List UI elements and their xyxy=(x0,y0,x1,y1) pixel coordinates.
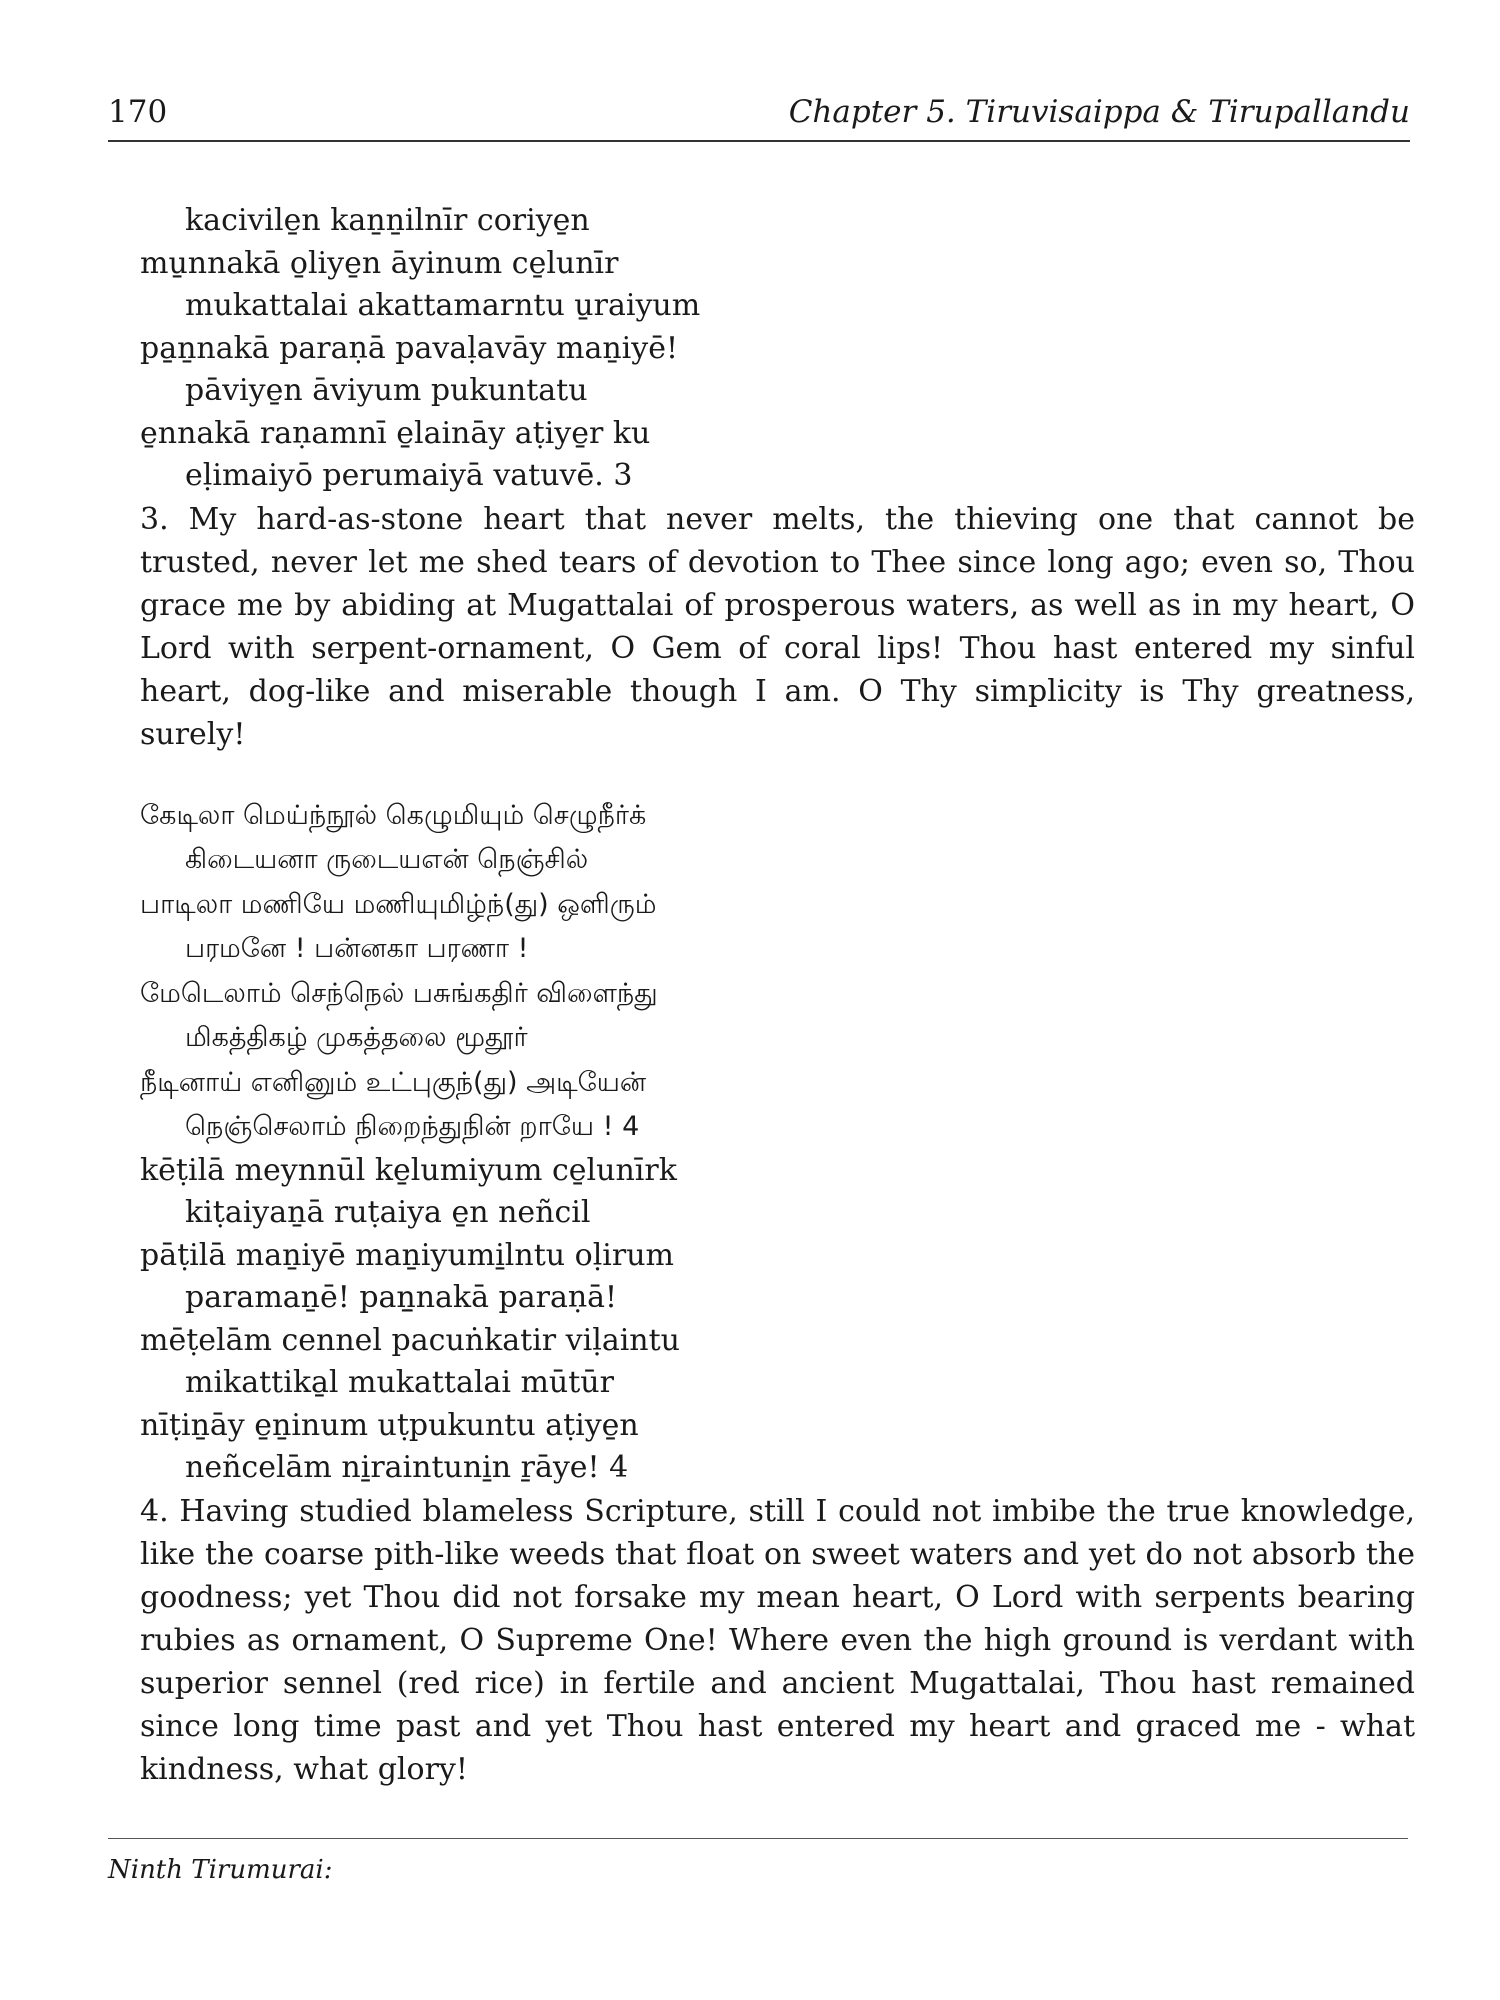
translation-3: 3. My hard-as-stone heart that never melts, the thieving one that cannot be trusted, never let me shed tears of devotion to Thee since long ago; even so, Thou grace me by abiding at Mugattalai of prosperous waters, as well as in my heart, O Lord with serpent-ornament, O Gem of coral lips! Thou hast entered my sinful heart, dog-like and miserable though I am. O Thy simplicity is Thy greatness, surely! xyxy=(140,501,1415,752)
translation-4: 4. Having studied blameless Scripture, still I could not imbibe the true knowledge, like the coarse pith-like weeds that float on sweet waters and yet do not absorb the goodness; yet Thou did not forsake my mean heart, O Lord with serpents bearing rubies as ornament, O Supreme One! Where even the high ground is verdant with superior sennel (red rice) in fertile and ancient Mugattalai, Thou hast remained since long time past and yet Thou hast entered my heart and graced me - what kindness, what glory! xyxy=(140,1493,1415,1787)
verse-line: kacivile̱n kaṉṉilnīr coriye̱n xyxy=(185,203,590,238)
verse-line: kiṭaiyaṉā ruṭaiya e̱n neñcil xyxy=(185,1195,591,1230)
tamil-verse-line: மேடெலாம் செந்நெல் பசுங்கதிர் விளைந்து xyxy=(140,977,658,1009)
tamil-verse-line: மிகத்திகழ் முகத்தலை மூதூர் xyxy=(185,1022,528,1053)
page-header xyxy=(108,94,1410,142)
verse-4-transliteration xyxy=(140,1150,1415,1490)
verse-3-transliteration xyxy=(140,200,1415,498)
tamil-verse-line: பாடிலா மணியே மணியுமிழ்ந்(து) ஒளிரும் xyxy=(140,888,657,920)
running-head: Chapter 5. Tiruvisaippa & Tirupallandu xyxy=(788,94,1410,130)
verse-line: mikattika̱l mukattalai mūtūr xyxy=(185,1365,614,1400)
tamil-verse-line: நீடினாய் எனினும் உட்புகுந்(து) அடியேன் xyxy=(140,1066,647,1098)
footer-note: Ninth Tirumurai: xyxy=(108,1855,333,1885)
verse-line: pa̱ṉnakā paraṇā pavaḷavāy maṉiyē! xyxy=(140,330,679,366)
verse-4-tamil xyxy=(140,794,1415,1150)
verse-line: mēṭelām cennel pacuṅkatir viḷaintu xyxy=(140,1322,680,1358)
tamil-verse-line: கேடிலா மெய்ந்நூல் கெழுமியும் செழுநீர்க் xyxy=(140,799,647,831)
verse-line: neñcelām ni̱raintuni̱n ṟāye! 4 xyxy=(185,1450,629,1485)
page-body xyxy=(140,200,1415,1791)
footer-divider xyxy=(108,1838,1408,1839)
tamil-verse-line: நெஞ்செலாம் நிறைந்துநின் றாயே ! 4 xyxy=(185,1111,640,1142)
verse-line: pāṭilā maṉiyē maṉiyumi̱lntu oḷirum xyxy=(140,1237,674,1273)
verse-line: paramaṉē! paṉ̱nakā paraṇā! xyxy=(185,1280,618,1315)
verse-line: mukattalai akattamarntu u̱raiyum xyxy=(185,288,701,323)
verse-line: nīṭiṉāy e̱ṉinum uṭpukuntu aṭiye̱n xyxy=(140,1407,639,1443)
verse-line: kēṭilā meynnūl ke̱lumiyum ce̱lunīrk xyxy=(140,1152,677,1188)
verse-line: eḷimaiyō perumaiyā vatuvē. 3 xyxy=(185,458,633,493)
verse-line: pāviye̱n āviyum pukuntatu xyxy=(185,373,588,408)
tamil-verse-line: கிடையனா ருடையஎன் நெஞ்சில் xyxy=(185,844,589,875)
verse-line: mu̱nnakā o̱liye̱n āyinum ce̱lunīr xyxy=(140,245,619,281)
page-number: 170 xyxy=(108,94,168,130)
verse-line: e̱nnakā raṇamnī e̱laināy aṭiye̱r ku xyxy=(140,415,651,451)
tamil-verse-line: பரமனே ! பன்னகா பரணா ! xyxy=(185,933,529,964)
